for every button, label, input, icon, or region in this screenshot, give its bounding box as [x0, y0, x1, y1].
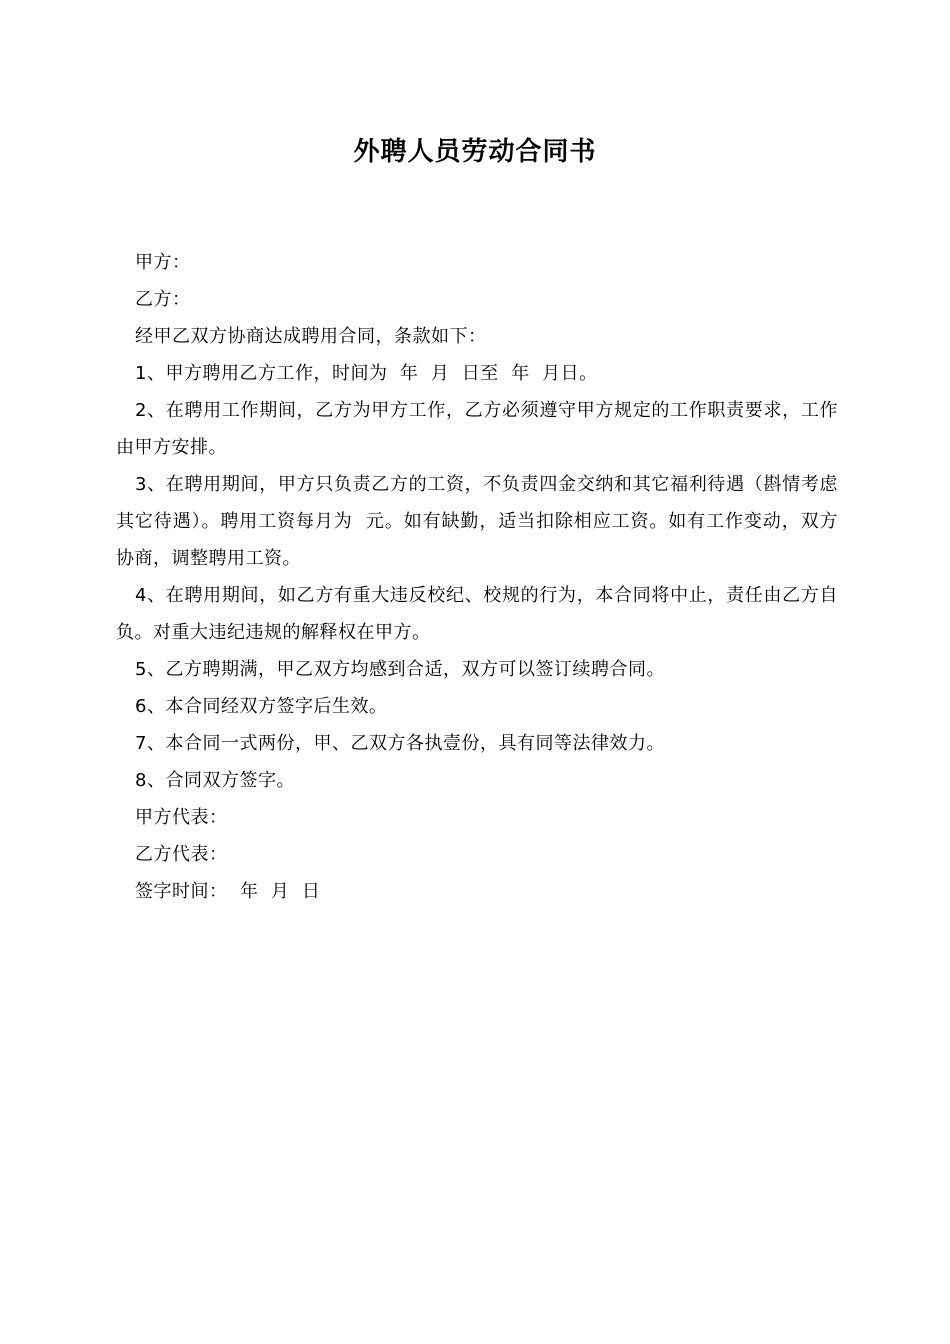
- clause-5: 5、乙方聘期满，甲乙双方均感到合适，双方可以签订续聘合同。: [135, 659, 665, 680]
- document-title: 外聘人员劳动合同书: [353, 137, 597, 167]
- party-b-line: 乙方：: [135, 289, 191, 310]
- clause-4: 4、在聘用期间，如乙方有重大违反校纪、校规的行为，本合同将中止，责任由乙方自负。对重大违纪违规的解释权在甲方。: [116, 585, 838, 643]
- clause-3: 3、在聘用期间，甲方只负责乙方的工资，不负责四金交纳和其它福利待遇（斟情考虑其它待遇）。聘用工资每月为 元。如有缺勤，适当扣除相应工资。如有工作变动，双方协商，调整聘用工资。: [116, 474, 838, 569]
- signing-date: 签字时间： 年 月 日: [135, 881, 321, 902]
- clause-8: 8、合同双方签字。: [135, 770, 295, 791]
- intro-paragraph: 经甲乙双方协商达成聘用合同，条款如下：: [135, 326, 487, 347]
- clause-2: 2、在聘用工作期间，乙方为甲方工作，乙方必须遵守甲方规定的工作职责要求，工作由甲方安排。: [116, 400, 838, 458]
- clause-1: 1、甲方聘用乙方工作，时间为 年 月 日至 年 月日。: [135, 363, 598, 384]
- document-body: [116, 244, 838, 910]
- party-a-line: 甲方：: [135, 252, 191, 273]
- clause-6: 6、本合同经双方签字后生效。: [135, 696, 388, 717]
- party-b-representative: 乙方代表：: [135, 844, 228, 865]
- clause-7: 7、本合同一式两份，甲、乙双方各执壹份，具有同等法律效力。: [135, 733, 665, 754]
- party-a-representative: 甲方代表：: [135, 807, 228, 828]
